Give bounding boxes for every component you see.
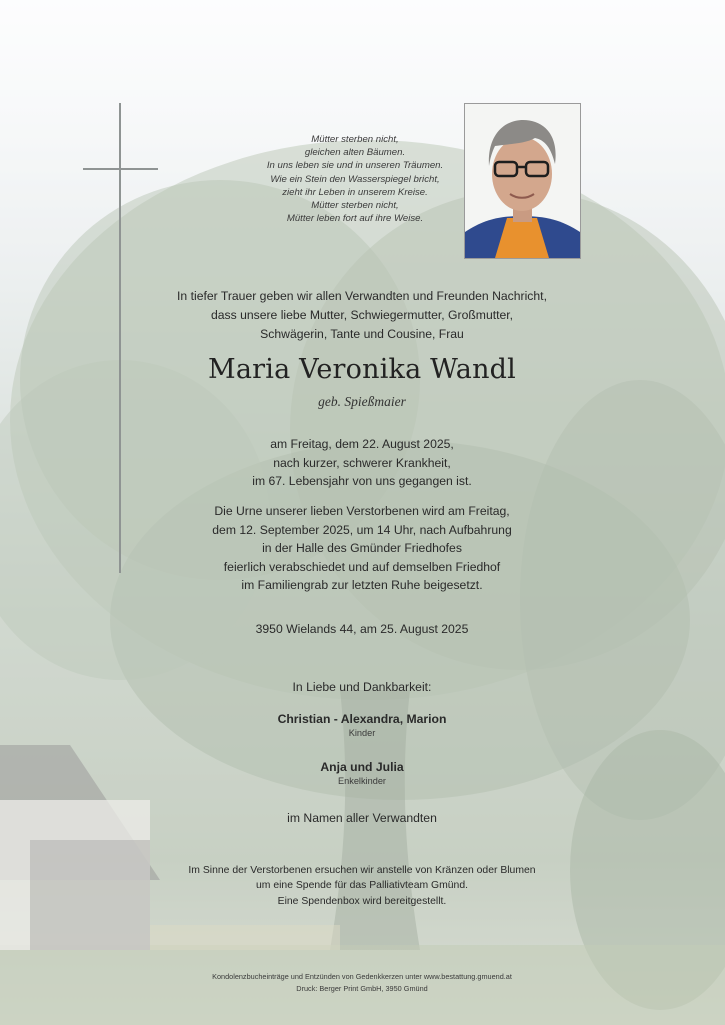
intro-line: dass unsere liebe Mutter, Schwiegermutter, Großmutter,: [210, 308, 514, 322]
poem: [240, 133, 470, 225]
deceased-name: Maria Veronika Wandl: [207, 354, 516, 385]
relatives-line: im Namen aller Verwandten: [287, 811, 437, 825]
mourner-relation: Enkelkinder: [337, 776, 386, 786]
footer-line: Kondolenzbucheinträge und Entzünden von Gedenkkerzen unter www.bestattung.gmuend.at: [212, 972, 512, 981]
funeral-line: in der Halle des Gmünder Friedhofes: [262, 541, 462, 555]
footer-line: Druck: Berger Print GmbH, 3950 Gmünd: [296, 984, 428, 994]
death-line: am Freitag, dem 22. August 2025,: [270, 437, 454, 451]
cross-horizontal-bar: [83, 168, 158, 170]
donation-line: Eine Spendenbox wird bereitgestellt.: [277, 895, 447, 907]
death-line: im 67. Lebensjahr von uns gegangen ist.: [252, 474, 472, 488]
funeral-details: [112, 502, 612, 595]
footer-notes: [112, 971, 612, 995]
maiden-name: geb. Spießmaier: [318, 394, 406, 409]
poem-line: zieht ihr Leben in unserem Kreise.: [282, 186, 428, 198]
mourner-names: Anja und Julia: [320, 760, 404, 774]
death-line: nach kurzer, schwerer Krankheit,: [273, 455, 451, 470]
funeral-line: dem 12. September 2025, um 14 Uhr, nach Aufbahrung: [212, 522, 512, 537]
poem-line: Wie ein Stein den Wasserspiegel bricht,: [270, 173, 440, 185]
intro-line: Schwägerin, Tante und Cousine, Frau: [260, 327, 464, 341]
announcement-intro: [112, 287, 612, 344]
donation-line: Im Sinne der Verstorbenen ersuchen wir anstelle von Kränzen oder Blumen: [188, 865, 536, 876]
closing-phrase: In Liebe und Dankbarkeit:: [292, 680, 432, 694]
donation-line: um eine Spende für das Palliativteam Gmünd.: [256, 880, 468, 892]
intro-line: In tiefer Trauer geben wir allen Verwandten und Freunden Nachricht,: [177, 289, 547, 303]
funeral-line: im Familiengrab zur letzten Ruhe beigesetzt.: [241, 578, 483, 592]
mourner-group: [112, 711, 612, 740]
funeral-line: feierlich verabschiedet und auf demselben Friedhof: [223, 559, 501, 574]
poem-line: Mütter sterben nicht,: [311, 134, 399, 145]
mourner-relation: Kinder: [348, 728, 376, 738]
poem-line: Mütter sterben nicht,: [311, 200, 399, 212]
poem-line: In uns leben sie und in unseren Träumen.: [266, 160, 444, 172]
place-and-date: 3950 Wielands 44, am 25. August 2025: [255, 622, 469, 636]
mourner-names: Christian - Alexandra, Marion: [277, 712, 447, 726]
mourner-group: [112, 759, 612, 788]
portrait-photo: [464, 103, 581, 259]
poem-line: Mütter leben fort auf ihre Weise.: [286, 213, 424, 225]
donation-request: [112, 863, 612, 909]
poem-line: gleichen alten Bäumen.: [304, 147, 406, 159]
death-notice: [112, 435, 612, 491]
funeral-line: Die Urne unserer lieben Verstorbenen wird am Freitag,: [214, 504, 510, 518]
